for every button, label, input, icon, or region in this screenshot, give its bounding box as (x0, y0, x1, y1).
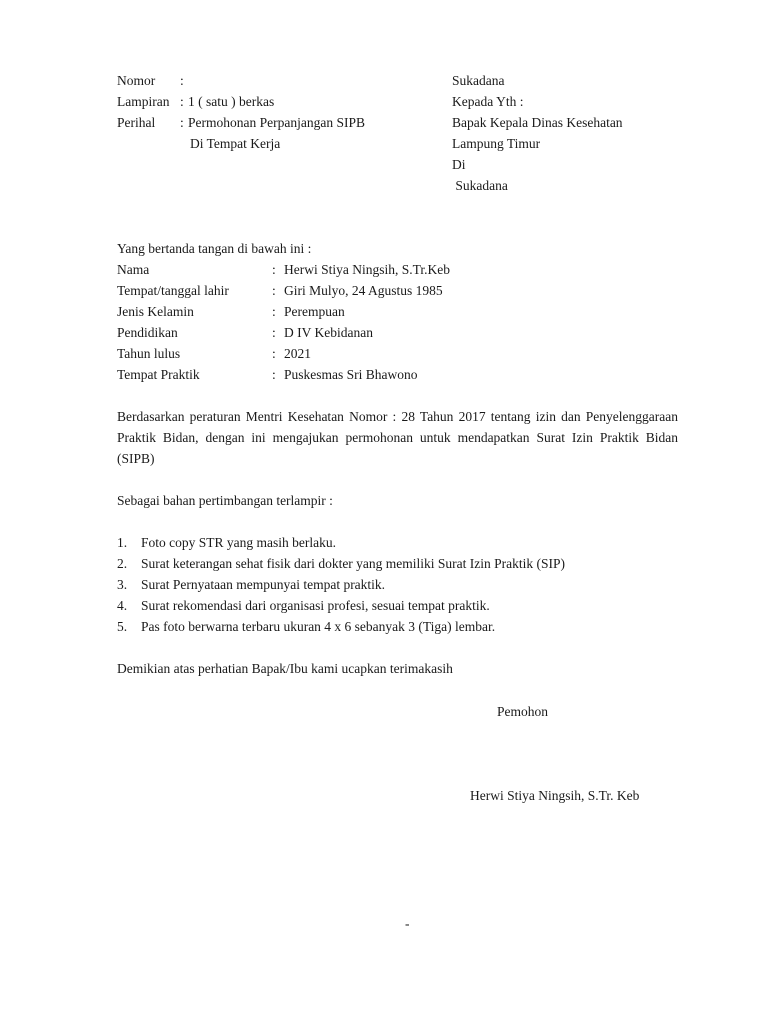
header-row-perihal-cont (117, 133, 365, 154)
list-item-number: 1. (117, 535, 128, 550)
recipient-line: Bapak Kepala Dinas Kesehatan (452, 115, 623, 130)
identity-table (117, 259, 450, 385)
identity-label: Tempat/tanggal lahir (117, 283, 229, 298)
list-item-text: Surat keterangan sehat fisik dari dokter yang memiliki Surat Izin Praktik (SIP) (141, 556, 566, 571)
recipient-line: Di (452, 157, 466, 172)
signer-name: Herwi Stiya Ningsih, S.Tr. Keb (470, 788, 640, 803)
header-label: Lampiran (117, 94, 170, 109)
recipient-line: Lampung Timur (452, 136, 541, 151)
identity-label: Jenis Kelamin (117, 304, 194, 319)
recipient-line: Kepada Yth : (452, 94, 524, 109)
header-label (117, 133, 180, 154)
list-item-number: 5. (117, 619, 128, 634)
list-item-number: 4. (117, 598, 128, 613)
identity-row (117, 301, 450, 322)
header-value: 1 ( satu ) berkas (188, 94, 275, 109)
identity-label: Tahun lulus (117, 346, 181, 361)
identity-row (117, 322, 450, 343)
list-item (117, 532, 565, 553)
identity-label: Tempat Praktik (117, 367, 200, 382)
list-item-text: Pas foto berwarna terbaru ukuran 4 x 6 sebanyak 3 (Tiga) lembar. (141, 619, 496, 634)
identity-colon: : (272, 346, 276, 361)
attachments-list (117, 532, 565, 637)
letter-header-left (117, 70, 365, 154)
recipient-block (452, 70, 623, 196)
list-item-text: Surat Pernyataan mempunyai tempat praktik. (141, 577, 386, 592)
list-item (117, 616, 565, 637)
identity-colon: : (272, 304, 276, 319)
header-value: Permohonan Perpanjangan SIPB (188, 115, 365, 130)
list-item-text: Foto copy STR yang masih berlaku. (141, 535, 336, 550)
header-label: Perihal (117, 115, 156, 130)
list-item (117, 553, 565, 574)
identity-value: Puskesmas Sri Bhawono (284, 367, 418, 382)
identity-label: Pendidikan (117, 325, 178, 340)
list-item-text: Surat rekomendasi dari organisasi profesi, sesuai tempat praktik. (141, 598, 490, 613)
body-paragraph: Berdasarkan peraturan Mentri Kesehatan Nomor : 28 Tahun 2017 tentang izin dan Penyelenggaraan Praktik Bidan, dengan ini mengajukan permohonan untuk mendapatkan Surat Izin Praktik Bidan (SIPB) (117, 409, 678, 466)
list-item (117, 595, 565, 616)
attachments-intro: Sebagai bahan pertimbangan terlampir : (117, 493, 333, 508)
signature-title: Pemohon (497, 704, 549, 719)
list-item-number: 3. (117, 577, 128, 592)
header-colon: : (180, 115, 184, 130)
identity-value: Perempuan (284, 304, 345, 319)
header-colon: : (180, 73, 184, 88)
identity-row (117, 280, 450, 301)
identity-label: Nama (117, 262, 150, 277)
list-item (117, 574, 565, 595)
recipient-line: Sukadana (452, 73, 505, 88)
identity-colon: : (272, 262, 276, 277)
list-item-number: 2. (117, 556, 128, 571)
header-label: Nomor (117, 73, 156, 88)
header-colon (180, 133, 190, 154)
intro-text: Yang bertanda tangan di bawah ini : (117, 241, 312, 256)
identity-row (117, 259, 450, 280)
closing-text: Demikian atas perhatian Bapak/Ibu kami ucapkan terimakasih (117, 661, 453, 676)
header-value: Di Tempat Kerja (190, 136, 281, 151)
identity-row (117, 364, 450, 385)
header-row-perihal (117, 112, 365, 133)
header-row-lampiran (117, 91, 365, 112)
identity-colon: : (272, 325, 276, 340)
identity-value: 2021 (284, 346, 311, 361)
header-colon: : (180, 94, 184, 109)
recipient-line: Sukadana (452, 178, 508, 193)
identity-value: D IV Kebidanan (284, 325, 373, 340)
header-row-nomor (117, 70, 365, 91)
identity-colon: : (272, 367, 276, 382)
identity-row (117, 343, 450, 364)
identity-colon: : (272, 283, 276, 298)
identity-value: Giri Mulyo, 24 Agustus 1985 (284, 283, 443, 298)
page-footer-mark: - (405, 916, 410, 931)
identity-value: Herwi Stiya Ningsih, S.Tr.Keb (284, 262, 451, 277)
